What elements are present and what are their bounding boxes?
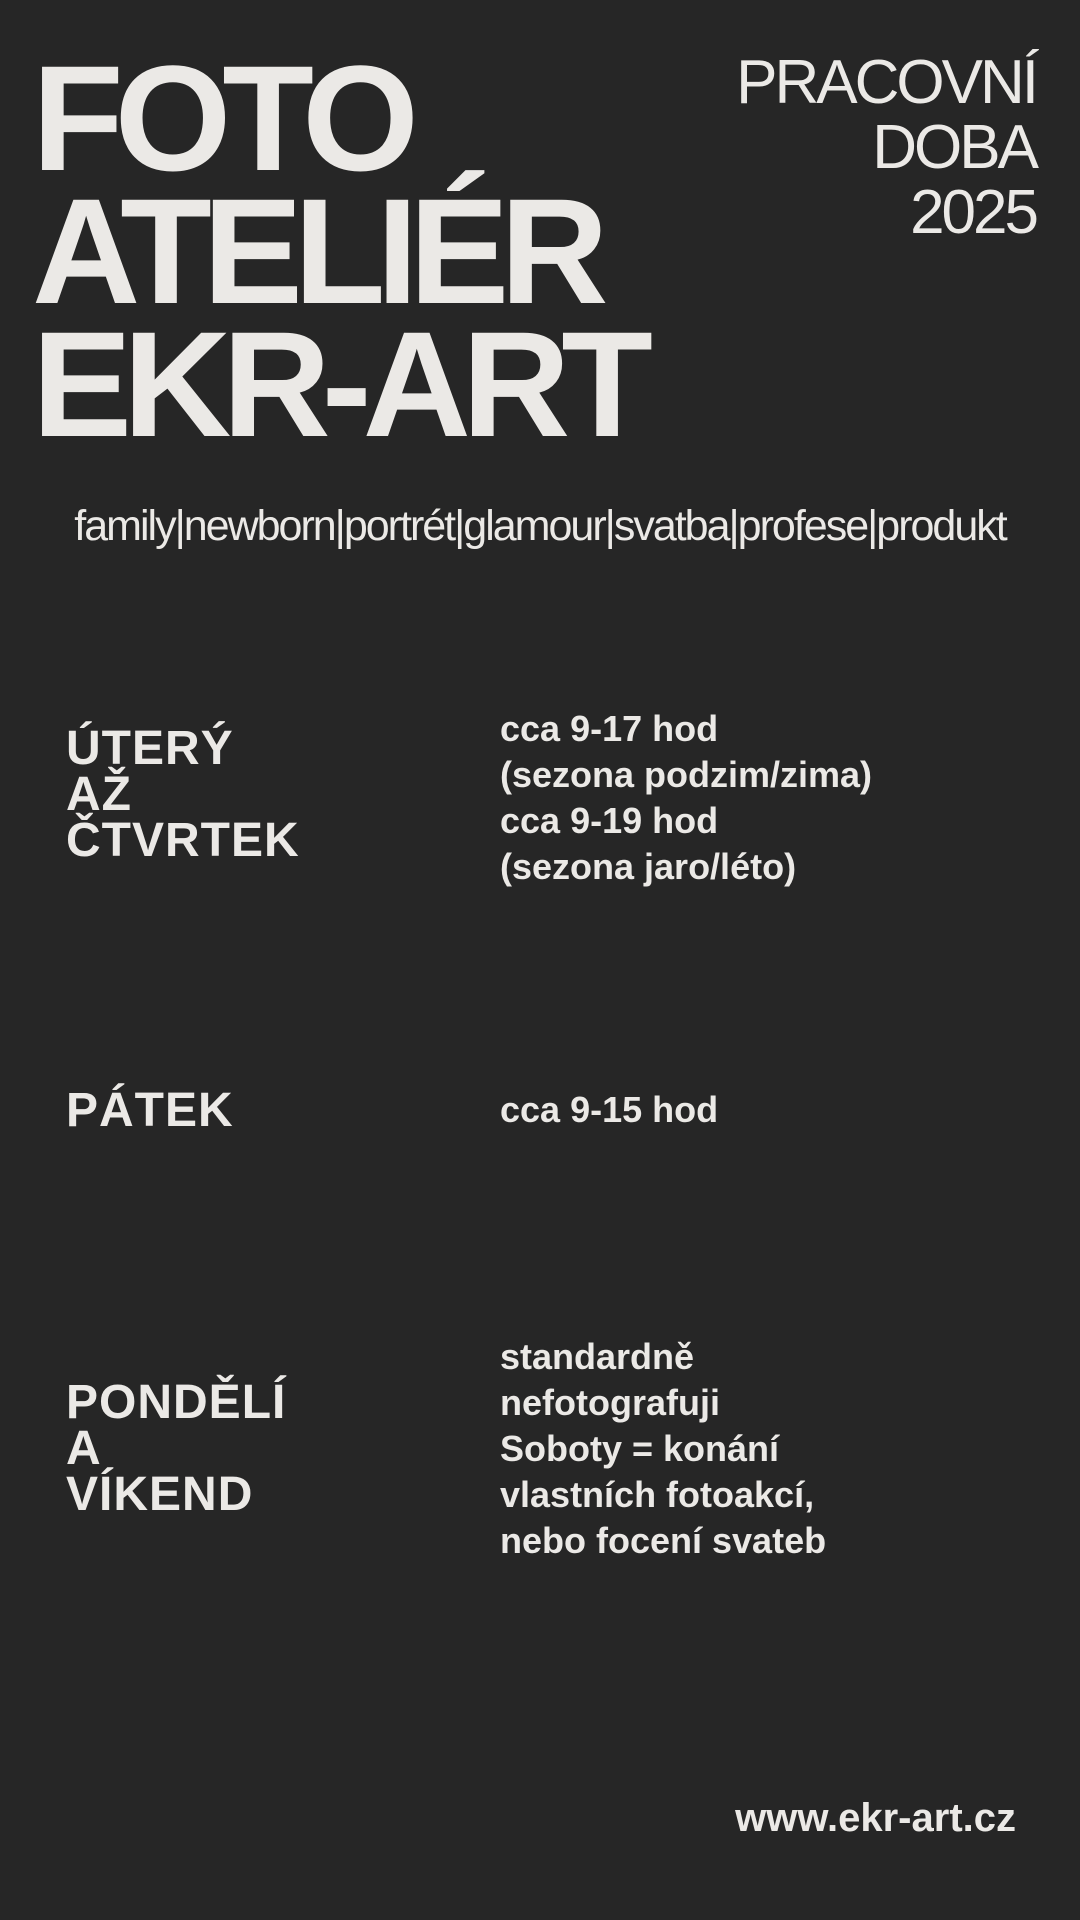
schedule-label-line: AŽ xyxy=(66,768,132,821)
schedule-label-line: VÍKEND xyxy=(66,1468,254,1521)
schedule-label-line: ÚTERÝ xyxy=(66,722,234,775)
schedule-hours-mon-weekend xyxy=(500,1334,1060,1564)
opening-hours-title xyxy=(736,50,1036,245)
schedule-hours-line: (sezona jaro/léto) xyxy=(500,846,797,887)
schedule-label-line: PONDĚLÍ xyxy=(66,1376,287,1429)
studio-name xyxy=(32,34,672,468)
schedule-hours-line: nebo focení svateb xyxy=(500,1520,827,1561)
hours-title-line-1: PRACOVNÍ xyxy=(736,48,1036,117)
schedule-hours-line: cca 9-15 hod xyxy=(500,1089,719,1130)
schedule-hours-line: cca 9-19 hod xyxy=(500,800,719,841)
schedule-hours-line: cca 9-17 hod xyxy=(500,708,719,749)
studio-name-line-1: FOTO xyxy=(32,34,410,202)
schedule-hours-line: nefotografuji xyxy=(500,1382,720,1423)
services-list: family|newborn|portrét|glamour|svatba|profese|produkt xyxy=(74,502,1006,550)
schedule-hours-line: vlastních fotoakcí, xyxy=(500,1474,815,1515)
schedule-label-friday xyxy=(66,1084,234,1137)
schedule-label-line: PÁTEK xyxy=(66,1084,234,1137)
schedule-hours-tue-thu xyxy=(500,706,1060,890)
studio-name-line-3: EKR-ART xyxy=(32,300,644,468)
hours-title-line-2: DOBA xyxy=(872,113,1036,182)
schedule-label-line: ČTVRTEK xyxy=(66,814,300,867)
schedule-hours-friday xyxy=(500,1087,1060,1133)
schedule-hours-line: (sezona podzim/zima) xyxy=(500,754,873,795)
schedule-label-mon-weekend xyxy=(66,1376,287,1521)
studio-name-line-2: ATELIÉR xyxy=(32,167,600,335)
schedule-hours-line: standardně xyxy=(500,1336,695,1377)
schedule-label-tue-thu xyxy=(66,722,300,867)
hours-title-line-3: 2025 xyxy=(910,178,1036,247)
website-url: www.ekr-art.cz xyxy=(735,1796,1016,1840)
schedule-hours-line: Soboty = konání xyxy=(500,1428,780,1469)
schedule-label-line: A xyxy=(66,1422,102,1475)
